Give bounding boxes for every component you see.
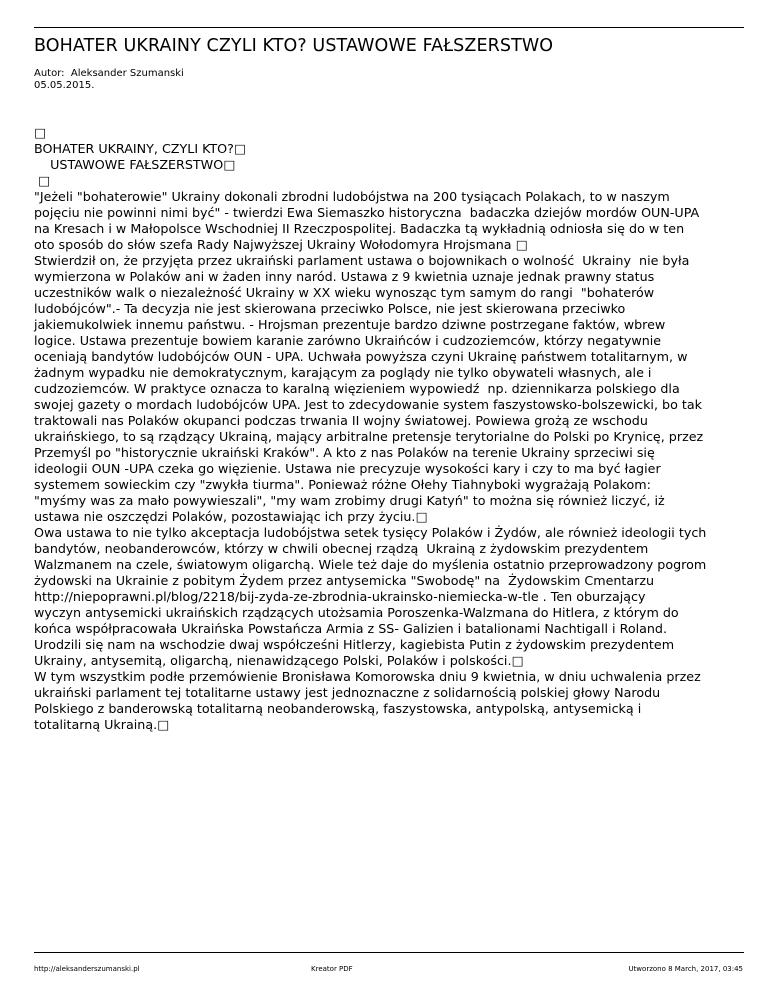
page-title: BOHATER UKRAINY CZYLI KTO? USTAWOWE FAŁSZERSTWO	[34, 36, 554, 56]
body-line: W tym wszystkim podłe przemówienie Bronisława Komorowska dniu 9 kwietnia, w dniu uchwalenia przez	[34, 669, 701, 684]
body-line: □	[34, 173, 51, 188]
article-meta	[34, 68, 184, 92]
body-line: oto sposób do słów szefa Rady Najwyższej Ukrainy Wołodomyra Hrojsmana □	[34, 237, 528, 252]
footer-url: http://aleksanderszumanski.pl	[34, 965, 140, 973]
body-line: oceniają bandytów ludobójców OUN - UPA. Uchwała powyższa czyni Ukrainę państwem totalitarnym, w	[34, 349, 688, 364]
body-line: ukraińskiego, to są rządzący Ukrainą, mający arbitralne pretensje terytorialne do Polski po Krynicę, przez	[34, 429, 704, 444]
body-line: ustawa nie oszczędzi Polaków, pozostawiając ich przy życiu.□	[34, 509, 428, 524]
body-line: uczestników walk o niezależność Ukrainy w XX wieku wynosząc tym samym do rangi "bohaterów	[34, 285, 655, 300]
author-line: Autor: Aleksander Szumanski	[34, 68, 184, 79]
body-line: "myśmy was za mało powywieszali", "my wam zrobimy drugi Katyń" to można się również liczyć, iż	[34, 493, 665, 508]
body-line: logice. Ustawa prezentuje bowiem karanie zarówno Ukraińców i cudzoziemców, którzy negatywnie	[34, 333, 662, 348]
footer-created-date: Utworzono 8 March, 2017, 03:45	[628, 965, 743, 973]
body-line: wyczyn antysemicki ukraińskich rządzących utożsamia Poroszenka-Walzmana do Hitlera, z którym do	[34, 605, 679, 620]
body-line: systemem sowieckim czy "zwykła tiurma". Ponieważ różne Ołehy Tiahnyboki wygrażają Polakom:	[34, 477, 651, 492]
body-line: Ukrainy, antysemitą, oligarchą, nienawidzącego Polski, Polaków i polskości.□	[34, 653, 524, 668]
body-line: BOHATER UKRAINY, CZYLI KTO?□	[34, 141, 246, 156]
body-line: jakiemukolwiek innemu państwu. - Hrojsman prezentuje bardzo dziwne postrzegane faktów, wbrew	[34, 317, 666, 332]
article-body	[34, 125, 744, 733]
body-line: Polskiego z banderowską totalitarną neobanderowską, faszystowska, antypolską, antysemicką i	[34, 701, 642, 716]
body-line: żydowski na Ukrainie z pobitym Żydem przez antysemicka "Swobodę" na Żydowskim Cmentarzu	[34, 573, 655, 588]
body-line: Stwierdził on, że przyjęta przez ukraiński parlament ustawa o bojownikach o wolność Ukrainy nie była	[34, 253, 690, 268]
top-rule	[34, 27, 744, 28]
body-line: totalitarną Ukrainą.□	[34, 717, 170, 732]
body-line: żadnym wypadku nie demokratycznym, karającym za poglądy nie tylko obywateli własnych, ale i	[34, 365, 652, 380]
body-line: pojęciu nie powinni nimi być" - twierdzi Ewa Siemaszko historyczna badaczka dziejów mordów OUN-UPA	[34, 205, 700, 220]
body-line: traktowali nas Polaków okupanci podczas trwania II wojny światowej. Powiewa grożą ze wschodu	[34, 413, 648, 428]
body-line: Walzmanem na czele, światowym oligarchą. Wiele też daje do myślenia ostatnio przeprowadzony pogrom	[34, 557, 707, 572]
body-line: wymierzona w Polaków ani w żaden inny naród. Ustawa z 9 kwietnia uznaje jednak prawny status	[34, 269, 655, 284]
body-line: bandytów, neobanderowców, którzy w chwili obecnej rządzą Ukrainą z żydowskim prezydentem	[34, 541, 649, 556]
bottom-rule	[34, 952, 744, 953]
body-line: na Kresach i w Małopolsce Wschodniej II Rzeczpospolitej. Badaczka tą wykładnią odniosła się do w ten	[34, 221, 685, 236]
body-line: cudzoziemców. W praktyce oznacza to karalną więzieniem wypowiedź np. dziennikarza polskiego dla	[34, 381, 680, 396]
body-line: USTAWOWE FAŁSZERSTWO□	[34, 157, 236, 172]
body-line: ideologii OUN -UPA czeka go więzienie. Ustawa nie precyzuje wysokości kary i czy to ma być łagier	[34, 461, 661, 476]
body-line: Urodzili się nam na wschodzie dwaj współcześni Hitlerzy, kagiebista Putin z żydowskim prezydentem	[34, 637, 675, 652]
footer-generator: Kreator PDF	[311, 965, 353, 973]
body-line: http://niepoprawni.pl/blog/2218/bij-zyda-ze-zbrodnia-ukrainsko-niemiecka-w-tle . Ten oburzający	[34, 589, 646, 604]
body-line: ludobójców".- Ta decyzja nie jest skierowana przeciwko Polsce, nie jest skierowana przeciwko	[34, 301, 626, 316]
body-line: ukraiński parlament tej totalitarne ustawy jest jednoznaczne z solidarnością polskiej głowy Narodu	[34, 685, 661, 700]
body-line: □	[34, 125, 46, 140]
body-line: "Jeżeli "bohaterowie" Ukrainy dokonali zbrodni ludobójstwa na 200 tysiącach Polakach, to w naszym	[34, 189, 670, 204]
body-line: swojej gazety o mordach ludobójców UPA. Jest to zdecydowanie system faszystowsko-bolszewicki, bo tak	[34, 397, 702, 412]
body-line: końca współpracowała Ukraińska Powstańcza Armia z SS- Galizien i batalionami Nachtigall i Roland.	[34, 621, 668, 636]
body-line: Przemyśl po "historycznie ukraiński Kraków". A kto z nas Polaków na terenie Ukrainy sprzeciwi się	[34, 445, 655, 460]
publish-date: 05.05.2015.	[34, 80, 95, 91]
body-line: Owa ustawa to nie tylko akceptacja ludobójstwa setek tysięcy Polaków i Żydów, ale również ideologii tych	[34, 525, 707, 540]
